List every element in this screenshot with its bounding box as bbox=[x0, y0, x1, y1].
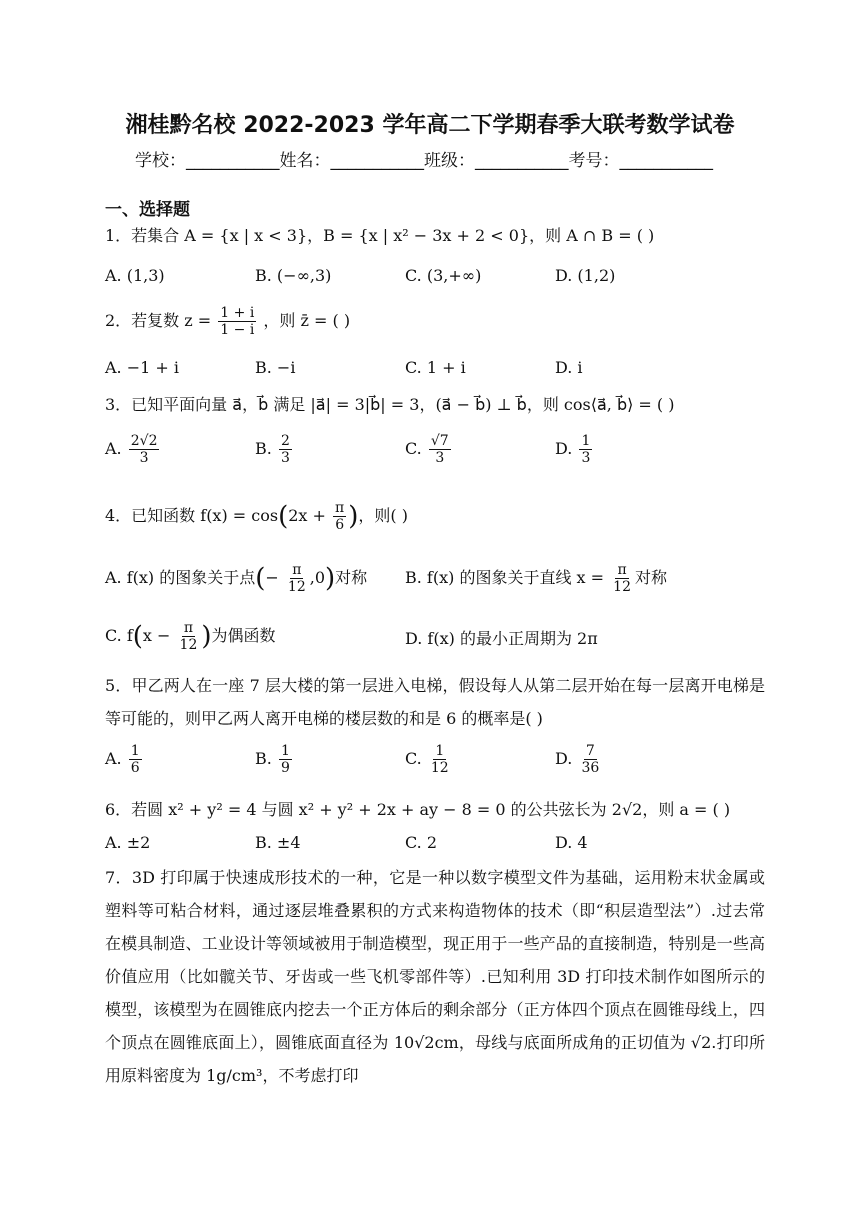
q5-b-num: 1 bbox=[280, 743, 290, 759]
q4-b-pre: B. f(x) 的图象关于直线 x = bbox=[405, 568, 605, 587]
q4-c-num: π bbox=[183, 620, 194, 636]
q2-option-a: A. −1 + i bbox=[105, 358, 180, 377]
q3-option-b-label: B. bbox=[255, 439, 272, 458]
q3-option-c-label: C. bbox=[405, 439, 422, 458]
q5-b-den: 9 bbox=[280, 760, 290, 776]
q2-option-c: C. 1 + i bbox=[405, 358, 466, 377]
q3-option-d bbox=[555, 433, 594, 466]
q5-option-b bbox=[255, 743, 294, 776]
q4-a-suffix: 对称 bbox=[335, 568, 368, 587]
q3-d-num: 1 bbox=[581, 433, 591, 449]
q1-option-d: D. (1,2) bbox=[555, 266, 616, 285]
q4-a-num: π bbox=[292, 562, 302, 578]
q4-a-sign: − bbox=[265, 568, 279, 587]
q4-prefix: 4．已知函数 f(x) = cos bbox=[105, 506, 279, 525]
q5-option-b-label: B. bbox=[255, 749, 272, 768]
q5-d-den: 36 bbox=[581, 760, 600, 776]
q5-option-c-label: C. bbox=[405, 749, 422, 768]
q5-b-fraction bbox=[279, 743, 292, 776]
q4-option-a: A. f(x) 的图象关于点(− $\frac{\pi}{12}$ ,0)对称 bbox=[105, 562, 368, 595]
q3-option-c-fraction bbox=[429, 433, 451, 466]
q4-b-suffix: 对称 bbox=[634, 568, 667, 587]
question-5-stem: 5．甲乙两人在一座 7 层大楼的第一层进入电梯，假设每人从第二层开始在每一层离开电梯是等可能的，则甲乙两人离开电梯的楼层数的和是 6 的概率是( ) bbox=[105, 676, 765, 728]
q4-fraction bbox=[333, 500, 346, 533]
q3-option-d-label: D. bbox=[555, 439, 573, 458]
q5-option-a-label: A. bbox=[105, 749, 122, 768]
q4-c-pre: C. f bbox=[105, 626, 133, 645]
q5-c-den: 12 bbox=[430, 760, 449, 776]
q2-fraction bbox=[218, 305, 256, 338]
section-title: 一、选择题 bbox=[105, 200, 190, 220]
q6-option-a: A. ±2 bbox=[105, 833, 151, 852]
q4-a-post: ,0 bbox=[309, 568, 325, 587]
q3-a-den: 3 bbox=[139, 450, 149, 466]
student-info-line: 学校：___________姓名：___________班级：___________考号：___________ bbox=[135, 151, 713, 171]
q5-c-num: 1 bbox=[435, 743, 445, 759]
q3-a-num: 2√2 bbox=[130, 433, 158, 449]
q2-option-b: B. −i bbox=[255, 358, 296, 377]
q4-c-suffix: 为偶函数 bbox=[211, 626, 276, 645]
q5-d-fraction bbox=[579, 743, 601, 776]
q3-option-b bbox=[255, 433, 294, 466]
question-4-stem: 4．已知函数 f(x) = cos(2x + $\frac{\pi}{6}$ )，则( ) bbox=[105, 500, 408, 533]
q4-frac-den: 6 bbox=[335, 517, 345, 533]
q5-d-num: 7 bbox=[585, 743, 595, 759]
question-2-stem bbox=[105, 305, 350, 338]
q4-option-b bbox=[405, 562, 667, 595]
q5-c-fraction bbox=[429, 743, 451, 776]
q4-suffix: ，则( ) bbox=[358, 506, 408, 525]
q6-option-b: B. ±4 bbox=[255, 833, 301, 852]
q3-c-den: 3 bbox=[435, 450, 445, 466]
q4-frac-num: π bbox=[335, 500, 345, 516]
q2-frac-den: 1 − i bbox=[220, 322, 255, 338]
q6-option-c: C. 2 bbox=[405, 833, 438, 852]
question-1-stem: 1．若集合 A = {x | x < 3}，B = {x | x² − 3x + 2 < 0}，则 A ∩ B = ( ) bbox=[105, 226, 655, 245]
q4-b-num: π bbox=[617, 562, 627, 578]
q3-c-num: √7 bbox=[430, 433, 449, 449]
q6-option-d: D. 4 bbox=[555, 833, 588, 852]
q4-option-c: C. f(x − $\frac{\pi}{12}$ )为偶函数 bbox=[105, 620, 276, 653]
q2-suffix: ，则 z̄ = ( ) bbox=[263, 311, 351, 330]
q1-option-b: B. (−∞,3) bbox=[255, 266, 332, 285]
q2-frac-num: 1 + i bbox=[220, 305, 255, 321]
q4-option-d: D. f(x) 的最小正周期为 2π bbox=[405, 629, 598, 648]
q2-prefix: 2．若复数 z = bbox=[105, 311, 212, 330]
q4-c-inner: x − bbox=[142, 626, 171, 645]
q4-b-den: 12 bbox=[613, 579, 631, 595]
question-3-stem: 3．已知平面向量 a⃗，b⃗ 满足 |a⃗| = 3|b⃗| = 3，(a⃗ − b⃗) ⊥ b⃗，则 cos⟨a⃗, b⃗⟩ = ( ) bbox=[105, 395, 675, 414]
q4-c-den: 12 bbox=[179, 637, 198, 653]
q2-option-d: D. i bbox=[555, 358, 583, 377]
q5-a-den: 6 bbox=[130, 760, 140, 776]
q3-b-num: 2 bbox=[280, 433, 290, 449]
q3-option-b-fraction bbox=[279, 433, 292, 466]
q4-a-pre: A. f(x) 的图象关于点 bbox=[105, 568, 256, 587]
q5-a-fraction bbox=[129, 743, 142, 776]
q1-option-c: C. (3,+∞) bbox=[405, 266, 482, 285]
q3-option-a-fraction bbox=[129, 433, 160, 466]
q4-c-fraction bbox=[178, 620, 200, 653]
q3-d-den: 3 bbox=[581, 450, 591, 466]
page-title: 湘桂黔名校 2022-2023 学年高二下学期春季大联考数学试卷 bbox=[125, 113, 735, 138]
q5-option-c bbox=[405, 743, 453, 776]
q4-a-fraction bbox=[286, 562, 308, 595]
q1-option-a: A. (1,3) bbox=[105, 266, 165, 285]
q4-b-fraction bbox=[611, 562, 633, 595]
q3-option-a bbox=[105, 433, 161, 466]
question-6-stem: 6．若圆 x² + y² = 4 与圆 x² + y² + 2x + ay − 8 = 0 的公共弦长为 2√2，则 a = ( ) bbox=[105, 800, 731, 819]
q5-a-num: 1 bbox=[130, 743, 140, 759]
question-7-text: 7．3D 打印属于快速成形技术的一种，它是一种以数字模型文件为基础，运用粉末状金属或塑料等可粘合材料，通过逐层堆叠累积的方式来构造物体的技术（即“积层造型法”）.过去常在模具制造、工业设计等领域被用于制造模型，现正用于一些产品的直接制造，特别是一些高价值应用（比如髋关节、牙齿或一些飞机零部件等）.已知利用 3D 打印技术制作如图所示的模型，该模型为在圆锥底内挖去一个正方体后的剩余部分（正方体四个顶点在圆锥母线上，四个顶点在圆锥底面上），圆锥底面直径为 10√2cm，母线与底面所成角的正切值为 √2.打印所用原料密度为 1g/cm³，不考虑打印 bbox=[105, 868, 765, 1085]
q4-a-den: 12 bbox=[287, 579, 306, 595]
q3-option-a-label: A. bbox=[105, 439, 122, 458]
q5-option-d bbox=[555, 743, 603, 776]
q5-option-a bbox=[105, 743, 144, 776]
q4-inner: 2x + bbox=[288, 506, 326, 525]
q3-option-c bbox=[405, 433, 453, 466]
q5-option-d-label: D. bbox=[555, 749, 573, 768]
q3-b-den: 3 bbox=[280, 450, 290, 466]
q3-option-d-fraction bbox=[579, 433, 592, 466]
